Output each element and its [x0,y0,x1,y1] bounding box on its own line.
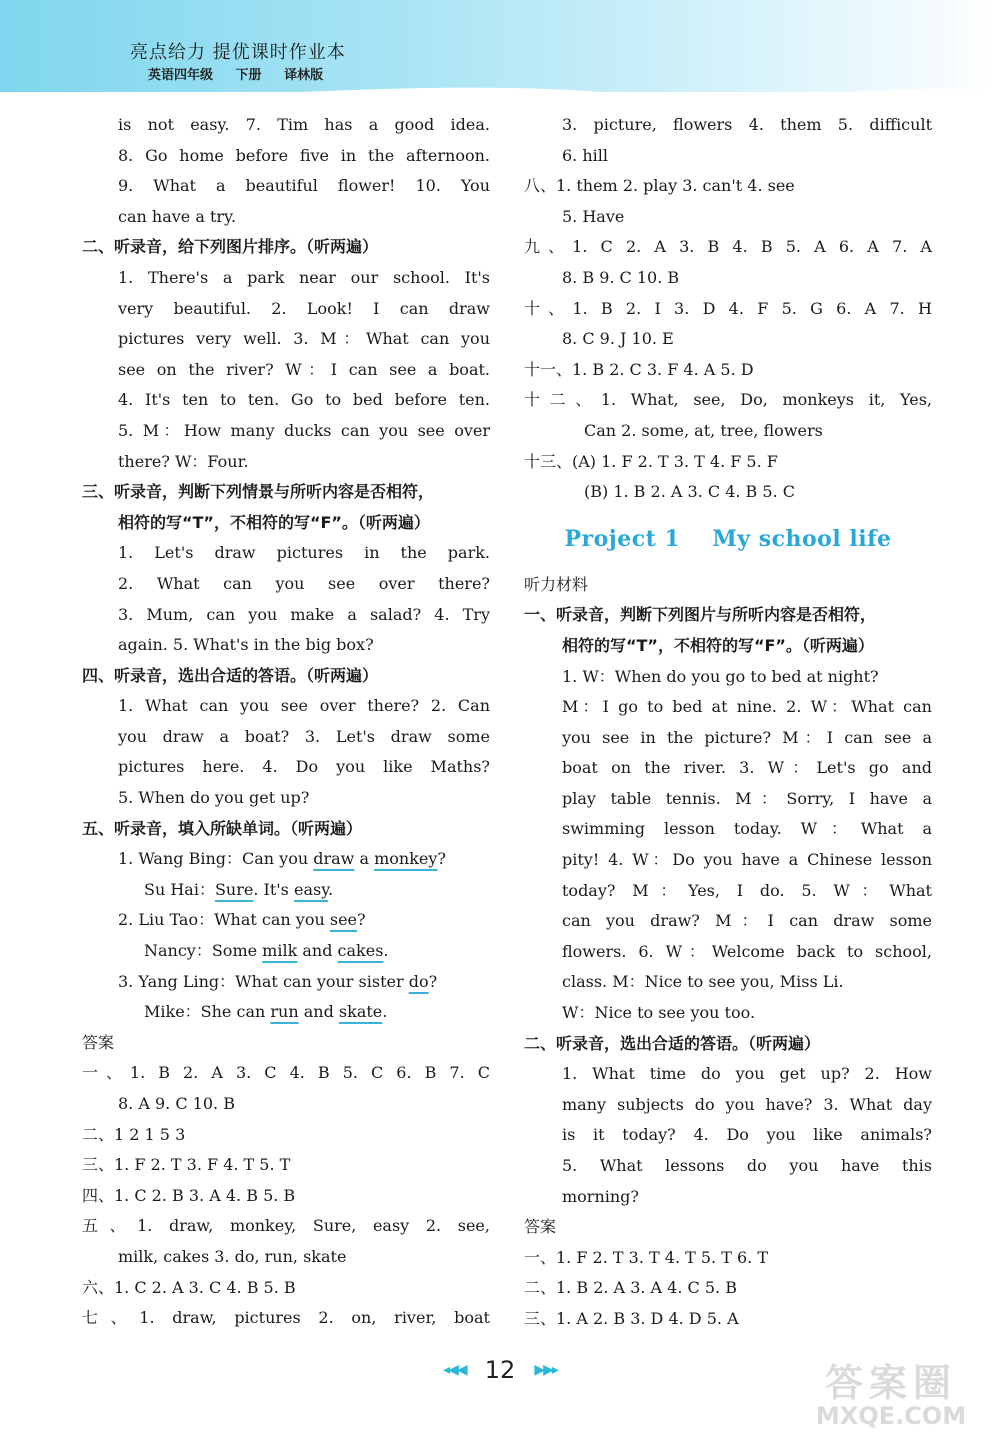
line-segment: ? [428,971,438,991]
filled-blank-answer: see [329,910,358,930]
text-line: 8. B 9. C 10. B [562,267,680,287]
text-line: there? W：Four. [118,451,249,471]
text-line: 一、1. F 2. T 3. T 4. T 5. T 6. T [524,1247,769,1267]
project-heading [524,508,932,570]
text-line: 二、听录音，给下列图片排序。（听两遍） [82,237,379,257]
line-segment: 1. Wang Bing：Can you [118,849,314,869]
text-line: 5. Have [562,206,625,226]
text-line: 七、1. draw, pictures 2. on, river, boat [82,1308,490,1328]
left-column [82,110,490,1334]
text-line: 6. hill [562,145,609,165]
text-line: 1. What can you see over there? 2. Can [118,696,490,716]
filled-blank-answer: cakes [337,941,384,961]
text-line [82,844,490,875]
text-line: 答案 [524,1217,557,1237]
filled-blank-answer: skate [338,1002,383,1022]
text-line: 六、1. C 2. A 3. C 4. B 5. B [82,1277,296,1297]
page-header [0,0,1000,92]
book-edition: 译林版 [284,68,324,83]
text-line: 4. It's ten to ten. Go to bed before ten. [118,390,490,410]
text-line: pictures here. 4. Do you like Maths? [118,757,490,777]
text-line [82,936,490,967]
text-line: 3. picture, flowers 4. them 5. difficult [562,115,932,134]
text-line: 1. What time do you get up? 2. How [562,1064,932,1084]
text-line: 十、1. B 2. I 3. D 4. F 5. G 6. A 7. H [524,298,932,318]
text-line: 五、听录音，填入所缺单词。（听两遍） [82,818,363,838]
text-line: 八、1. them 2. play 3. can't 4. see [524,176,795,196]
text-line: is it today? 4. Do you like animals? [562,1125,932,1145]
text-line: boat on the river. 3. W：Let's go and [562,758,932,778]
book-grade: 英语四年级 [148,68,214,83]
text-line: again. 5. What's in the big box? [118,635,374,655]
text-line: is not easy. 7. Tim has a good idea. [118,115,490,134]
text-line: W：Nice to see you too. [562,1003,756,1023]
text-line: (B) 1. B 2. A 3. C 4. B 5. C [584,482,795,502]
text-line: 二、1 2 1 5 3 [82,1124,186,1144]
line-segment: Nancy：Some [144,941,263,961]
text-line: can you draw? M：I can draw some [562,911,932,931]
text-line [82,997,490,1028]
text-line: play table tennis. M：Sorry, I have a [562,788,932,808]
text-line: 2. What can you see over there? [118,573,490,593]
line-segment: ? [437,849,446,869]
text-line: 答案 [82,1032,115,1052]
text-line: M：I go to bed at nine. 2. W：What can [562,697,932,717]
book-volume: 下册 [235,68,262,83]
line-segment: ? [357,910,366,930]
text-line: you draw a boat? 3. Let's draw some [118,726,490,746]
text-line: 3. Mum, can you make a salad? 4. Try [118,604,490,624]
line-segment: . [382,1002,388,1022]
line-segment: . It's [253,879,294,899]
text-line: 5. What lessons do you have this [562,1156,932,1175]
text-line: 二、听录音，选出合适的答语。（听两遍） [524,1033,821,1053]
text-line: see on the river? W：I can see a boat. [118,359,490,379]
book-subtitle [148,64,341,83]
text-line: morning? [562,1186,639,1206]
filled-blank-answer: milk [262,941,298,961]
filled-blank-answer: monkey [374,849,438,869]
watermark [796,1352,986,1434]
text-line: very beautiful. 2. Look! I can draw [118,298,490,318]
text-line: swimming lesson today. W：What a [562,819,932,839]
line-segment: and [298,1002,339,1022]
text-line: 听力材料 [524,574,589,594]
text-line: class. M：Nice to see you, Miss Li. [562,972,844,992]
text-line: pictures very well. 3. M：What can you [118,329,490,349]
line-segment: Mike：She can [144,1002,271,1022]
text-line: 十三、(A) 1. F 2. T 3. T 4. F 5. F [524,451,778,471]
text-line: 四、1. C 2. B 3. A 4. B 5. B [82,1185,296,1205]
line-segment: 2. Liu Tao：What can you [118,910,330,930]
text-line: 九、1. C 2. A 3. B 4. B 5. A 6. A 7. A [524,237,932,257]
next-arrows-icon: ▶▶▸ [534,1362,557,1378]
text-line: can have a try. [118,206,237,226]
text-line: 五、1. draw, monkey, Sure, easy 2. see, [82,1216,490,1236]
line-segment: . [383,941,389,961]
text-line: 8. A 9. C 10. B [118,1094,235,1113]
line-segment: a [354,849,375,869]
filled-blank-answer: Sure [214,879,254,899]
text-line: 1. W：When do you go to bed at night? [562,666,879,686]
text-line: today? M：Yes, I do. 5. W：What [562,880,932,900]
line-segment: and [297,941,338,961]
text-line: 一、听录音，判断下列图片与所听内容是否相符， [524,605,877,625]
right-column-answers [524,110,932,508]
text-line: 8. C 9. J 10. E [562,329,674,349]
page-number: 12 [484,1356,516,1384]
text-line: 相符的写“T”，不相符的写“F”。（听两遍） [562,635,874,655]
text-line: pity! 4. W：Do you have a Chinese lesson [562,850,932,870]
text-line: 四、听录音，选出合适的答语。（听两遍） [82,665,379,685]
text-line: 三、1. A 2. B 3. D 4. D 5. A [524,1308,739,1328]
line-segment: 3. Yang Ling：What can your sister [118,971,409,991]
text-line: 1. There's a park near our school. It's [118,267,490,287]
text-line: 三、听录音，判断下列情景与所听内容是否相符， [82,482,435,502]
filled-blank-answer: do [408,971,429,991]
text-line: 三、1. F 2. T 3. F 4. T 5. T [82,1155,291,1175]
text-line: many subjects do you have? 3. What day [562,1094,932,1114]
text-line: 一、1. B 2. A 3. C 4. B 5. C 6. B 7. C [82,1063,490,1083]
watermark-url: MXQE.COM [815,1402,967,1430]
text-line: 1. Let's draw pictures in the park. [118,543,490,563]
line-segment: Su Hai： [144,879,215,899]
prev-arrows-icon: ◂◀◀ [443,1362,466,1378]
text-line: Can 2. some, at, tree, flowers [584,420,823,440]
text-line [82,905,490,936]
watermark-text: 答案圈 [824,1361,957,1405]
book-title: 亮点给力 提优课时作业本 [130,42,346,63]
filled-blank-answer: easy [293,879,329,899]
filled-blank-answer: run [270,1002,299,1022]
text-line: 5. When do you get up? [118,788,310,808]
text-line: milk, cakes 3. do, run, skate [118,1246,347,1266]
text-line: 5. M：How many ducks can you see over [118,420,490,440]
text-line [82,875,490,906]
right-column [524,110,932,1335]
line-segment: . [328,879,334,899]
text-line: you see in the picture? M：I can see a [562,727,932,747]
text-line: 8. Go home before five in the afternoon. [118,145,490,165]
text-line [82,967,490,998]
text-line: 十二、1. What, see, Do, monkeys it, Yes, [524,390,932,410]
project-number: Project 1 [564,525,681,552]
text-line: 十一、1. B 2. C 3. F 4. A 5. D [524,359,754,379]
project-name: My school life [712,525,892,552]
filled-blank-answer: draw [313,849,355,869]
right-column-project [524,570,932,1335]
text-line: 二、1. B 2. A 3. A 4. C 5. B [524,1278,737,1298]
text-line: 相符的写“T”，不相符的写“F”。（听两遍） [118,512,430,532]
text-line: flowers. 6. W：Welcome back to school, [562,941,932,961]
text-line: 9. What a beautiful flower! 10. You [118,176,490,196]
